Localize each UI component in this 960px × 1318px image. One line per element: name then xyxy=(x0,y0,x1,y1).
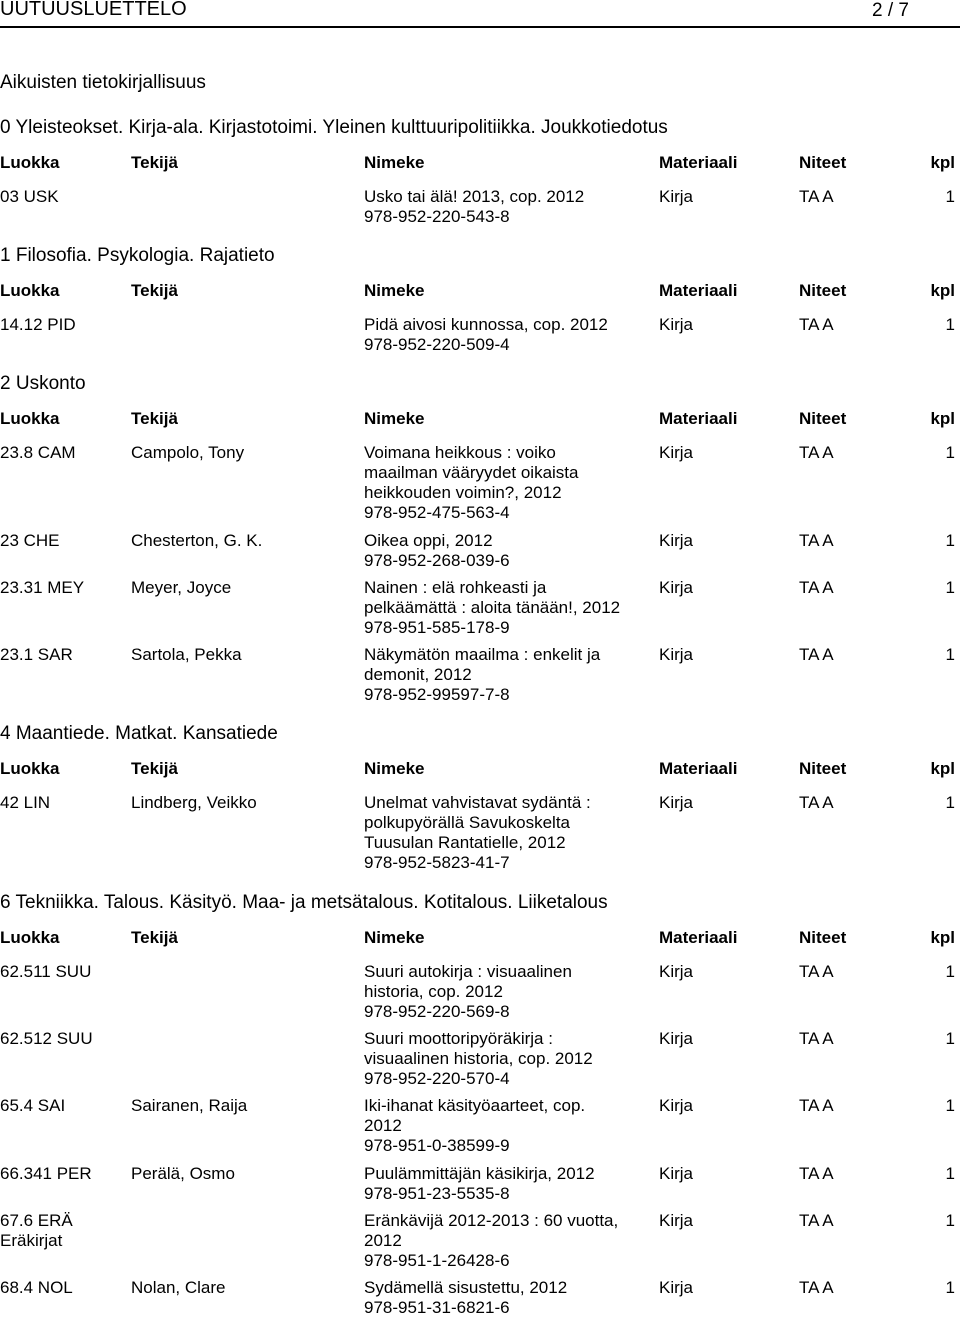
item-niteet: TA A xyxy=(799,1164,834,1183)
column-header-luokka: Luokka xyxy=(0,928,60,947)
column-header-luokka: Luokka xyxy=(0,281,60,300)
item-kpl: 1 xyxy=(945,1211,955,1230)
item-nimeke: demonit, 2012 xyxy=(364,665,472,684)
column-header-nimeke: Nimeke xyxy=(364,759,425,778)
column-header-niteet: Niteet xyxy=(799,409,847,428)
item-luokka: 23.1 SAR xyxy=(0,645,73,664)
item-luokka: Eräkirjat xyxy=(0,1231,63,1250)
item-luokka: 42 LIN xyxy=(0,793,51,812)
item-tekija: Perälä, Osmo xyxy=(131,1164,235,1183)
column-header-materiaali: Materiaali xyxy=(659,928,738,947)
column-header-nimeke: Nimeke xyxy=(364,409,425,428)
column-header-materiaali: Materiaali xyxy=(659,759,738,778)
item-nimeke: 2012 xyxy=(364,1116,402,1135)
item-nimeke: heikkouden voimin?, 2012 xyxy=(364,483,562,502)
item-niteet: TA A xyxy=(799,578,834,597)
item-tekija: Sairanen, Raija xyxy=(131,1096,248,1115)
column-header-tekija: Tekijä xyxy=(131,928,178,947)
column-header-niteet: Niteet xyxy=(799,281,847,300)
item-nimeke: Suuri moottoripyöräkirja : xyxy=(364,1029,553,1048)
column-header-materiaali: Materiaali xyxy=(659,409,738,428)
item-materiaali: Kirja xyxy=(659,645,694,664)
item-luokka: 62.512 SUU xyxy=(0,1029,93,1048)
item-luokka: 67.6 ERÄ xyxy=(0,1211,73,1230)
item-nimeke: Unelmat vahvistavat sydäntä : xyxy=(364,793,591,812)
item-materiaali: Kirja xyxy=(659,531,694,550)
document-subtitle: Aikuisten tietokirjallisuus xyxy=(0,72,206,93)
item-nimeke: historia, cop. 2012 xyxy=(364,982,503,1001)
item-materiaali: Kirja xyxy=(659,578,694,597)
item-nimeke: Sydämellä sisustettu, 2012 xyxy=(364,1278,568,1297)
item-nimeke: Puulämmittäjän käsikirja, 2012 xyxy=(364,1164,595,1183)
page-number: 2 / 7 xyxy=(872,0,909,21)
item-nimeke: 978-952-268-039-6 xyxy=(364,551,510,570)
item-materiaali: Kirja xyxy=(659,443,694,462)
item-nimeke: Suuri autokirja : visuaalinen xyxy=(364,962,572,981)
item-tekija: Campolo, Tony xyxy=(131,443,245,462)
column-header-luokka: Luokka xyxy=(0,153,60,172)
section-heading: 1 Filosofia. Psykologia. Rajatieto xyxy=(0,245,275,266)
item-nimeke: pelkäämättä : aloita tänään!, 2012 xyxy=(364,598,621,617)
item-niteet: TA A xyxy=(799,645,834,664)
item-nimeke: 978-951-31-6821-6 xyxy=(364,1298,510,1317)
column-header-niteet: Niteet xyxy=(799,928,847,947)
item-luokka: 65.4 SAI xyxy=(0,1096,66,1115)
column-header-kpl: kpl xyxy=(930,153,955,172)
column-header-kpl: kpl xyxy=(930,759,955,778)
column-header-niteet: Niteet xyxy=(799,759,847,778)
column-header-nimeke: Nimeke xyxy=(364,153,425,172)
item-tekija: Sartola, Pekka xyxy=(131,645,242,664)
item-kpl: 1 xyxy=(945,578,955,597)
header-divider xyxy=(0,26,960,28)
item-tekija: Nolan, Clare xyxy=(131,1278,226,1297)
item-kpl: 1 xyxy=(945,1096,955,1115)
section-heading: 0 Yleisteokset. Kirja-ala. Kirjastotoimi. Yleinen kulttuuripolitiikka. Joukkotiedotus xyxy=(0,117,668,138)
item-nimeke: 978-952-220-570-4 xyxy=(364,1069,510,1088)
item-nimeke: 978-952-99597-7-8 xyxy=(364,685,510,704)
column-header-tekija: Tekijä xyxy=(131,409,178,428)
item-nimeke: 978-952-475-563-4 xyxy=(364,503,510,522)
item-niteet: TA A xyxy=(799,443,834,462)
item-kpl: 1 xyxy=(945,962,955,981)
column-header-luokka: Luokka xyxy=(0,409,60,428)
item-niteet: TA A xyxy=(799,1029,834,1048)
item-nimeke: 978-951-1-26428-6 xyxy=(364,1251,510,1270)
item-materiaali: Kirja xyxy=(659,1164,694,1183)
column-header-kpl: kpl xyxy=(930,928,955,947)
item-nimeke: maailman vääryydet oikaista xyxy=(364,463,579,482)
item-nimeke: 978-951-23-5535-8 xyxy=(364,1184,510,1203)
column-header-tekija: Tekijä xyxy=(131,153,178,172)
column-header-nimeke: Nimeke xyxy=(364,928,425,947)
item-materiaali: Kirja xyxy=(659,1029,694,1048)
item-niteet: TA A xyxy=(799,315,834,334)
item-kpl: 1 xyxy=(945,793,955,812)
item-nimeke: 978-951-585-178-9 xyxy=(364,618,510,637)
item-nimeke: visuaalinen historia, cop. 2012 xyxy=(364,1049,593,1068)
page-title: UUTUUSLUETTELO xyxy=(0,0,187,20)
item-materiaali: Kirja xyxy=(659,962,694,981)
column-header-luokka: Luokka xyxy=(0,759,60,778)
item-kpl: 1 xyxy=(945,531,955,550)
item-nimeke: 978-952-220-569-8 xyxy=(364,1002,510,1021)
item-niteet: TA A xyxy=(799,531,834,550)
item-kpl: 1 xyxy=(945,645,955,664)
column-header-nimeke: Nimeke xyxy=(364,281,425,300)
item-nimeke: Eränkävijä 2012-2013 : 60 vuotta, xyxy=(364,1211,619,1230)
section-heading: 4 Maantiede. Matkat. Kansatiede xyxy=(0,723,278,744)
item-niteet: TA A xyxy=(799,1278,834,1297)
item-nimeke: 2012 xyxy=(364,1231,402,1250)
item-luokka: 23.31 MEY xyxy=(0,578,85,597)
item-luokka: 68.4 NOL xyxy=(0,1278,73,1297)
item-kpl: 1 xyxy=(945,1029,955,1048)
section-heading: 2 Uskonto xyxy=(0,373,86,394)
column-header-kpl: kpl xyxy=(930,281,955,300)
item-nimeke: Näkymätön maailma : enkelit ja xyxy=(364,645,601,664)
item-luokka: 23.8 CAM xyxy=(0,443,76,462)
column-header-niteet: Niteet xyxy=(799,153,847,172)
item-nimeke: Pidä aivosi kunnossa, cop. 2012 xyxy=(364,315,608,334)
item-materiaali: Kirja xyxy=(659,793,694,812)
item-materiaali: Kirja xyxy=(659,315,694,334)
column-header-kpl: kpl xyxy=(930,409,955,428)
item-niteet: TA A xyxy=(799,1211,834,1230)
item-nimeke: Tuusulan Rantatielle, 2012 xyxy=(364,833,566,852)
item-nimeke: Nainen : elä rohkeasti ja xyxy=(364,578,547,597)
item-nimeke: Iki-ihanat käsityöaarteet, cop. xyxy=(364,1096,586,1115)
item-nimeke: Voimana heikkous : voiko xyxy=(364,443,556,462)
section-heading: 6 Tekniikka. Talous. Käsityö. Maa- ja metsätalous. Kotitalous. Liiketalous xyxy=(0,892,608,913)
item-niteet: TA A xyxy=(799,187,834,206)
item-luokka: 03 USK xyxy=(0,187,59,206)
column-header-tekija: Tekijä xyxy=(131,281,178,300)
item-kpl: 1 xyxy=(945,1278,955,1297)
item-nimeke: 978-951-0-38599-9 xyxy=(364,1136,510,1155)
item-materiaali: Kirja xyxy=(659,1096,694,1115)
item-tekija: Meyer, Joyce xyxy=(131,578,232,597)
item-tekija: Lindberg, Veikko xyxy=(131,793,257,812)
item-materiaali: Kirja xyxy=(659,1278,694,1297)
item-kpl: 1 xyxy=(945,315,955,334)
item-luokka: 66.341 PER xyxy=(0,1164,92,1183)
item-nimeke: Oikea oppi, 2012 xyxy=(364,531,493,550)
item-luokka: 62.511 SUU xyxy=(0,962,92,981)
item-kpl: 1 xyxy=(945,1164,955,1183)
column-header-tekija: Tekijä xyxy=(131,759,178,778)
item-kpl: 1 xyxy=(945,187,955,206)
item-tekija: Chesterton, G. K. xyxy=(131,531,263,550)
item-nimeke: 978-952-220-543-8 xyxy=(364,207,510,226)
column-header-materiaali: Materiaali xyxy=(659,281,738,300)
item-materiaali: Kirja xyxy=(659,187,694,206)
item-luokka: 14.12 PID xyxy=(0,315,76,334)
item-nimeke: 978-952-5823-41-7 xyxy=(364,853,510,872)
item-kpl: 1 xyxy=(945,443,955,462)
item-nimeke: Usko tai älä! 2013, cop. 2012 xyxy=(364,187,585,206)
item-nimeke: 978-952-220-509-4 xyxy=(364,335,510,354)
column-header-materiaali: Materiaali xyxy=(659,153,738,172)
item-nimeke: polkupyörällä Savukoskelta xyxy=(364,813,571,832)
item-materiaali: Kirja xyxy=(659,1211,694,1230)
item-luokka: 23 CHE xyxy=(0,531,60,550)
item-niteet: TA A xyxy=(799,962,834,981)
item-niteet: TA A xyxy=(799,793,834,812)
item-niteet: TA A xyxy=(799,1096,834,1115)
